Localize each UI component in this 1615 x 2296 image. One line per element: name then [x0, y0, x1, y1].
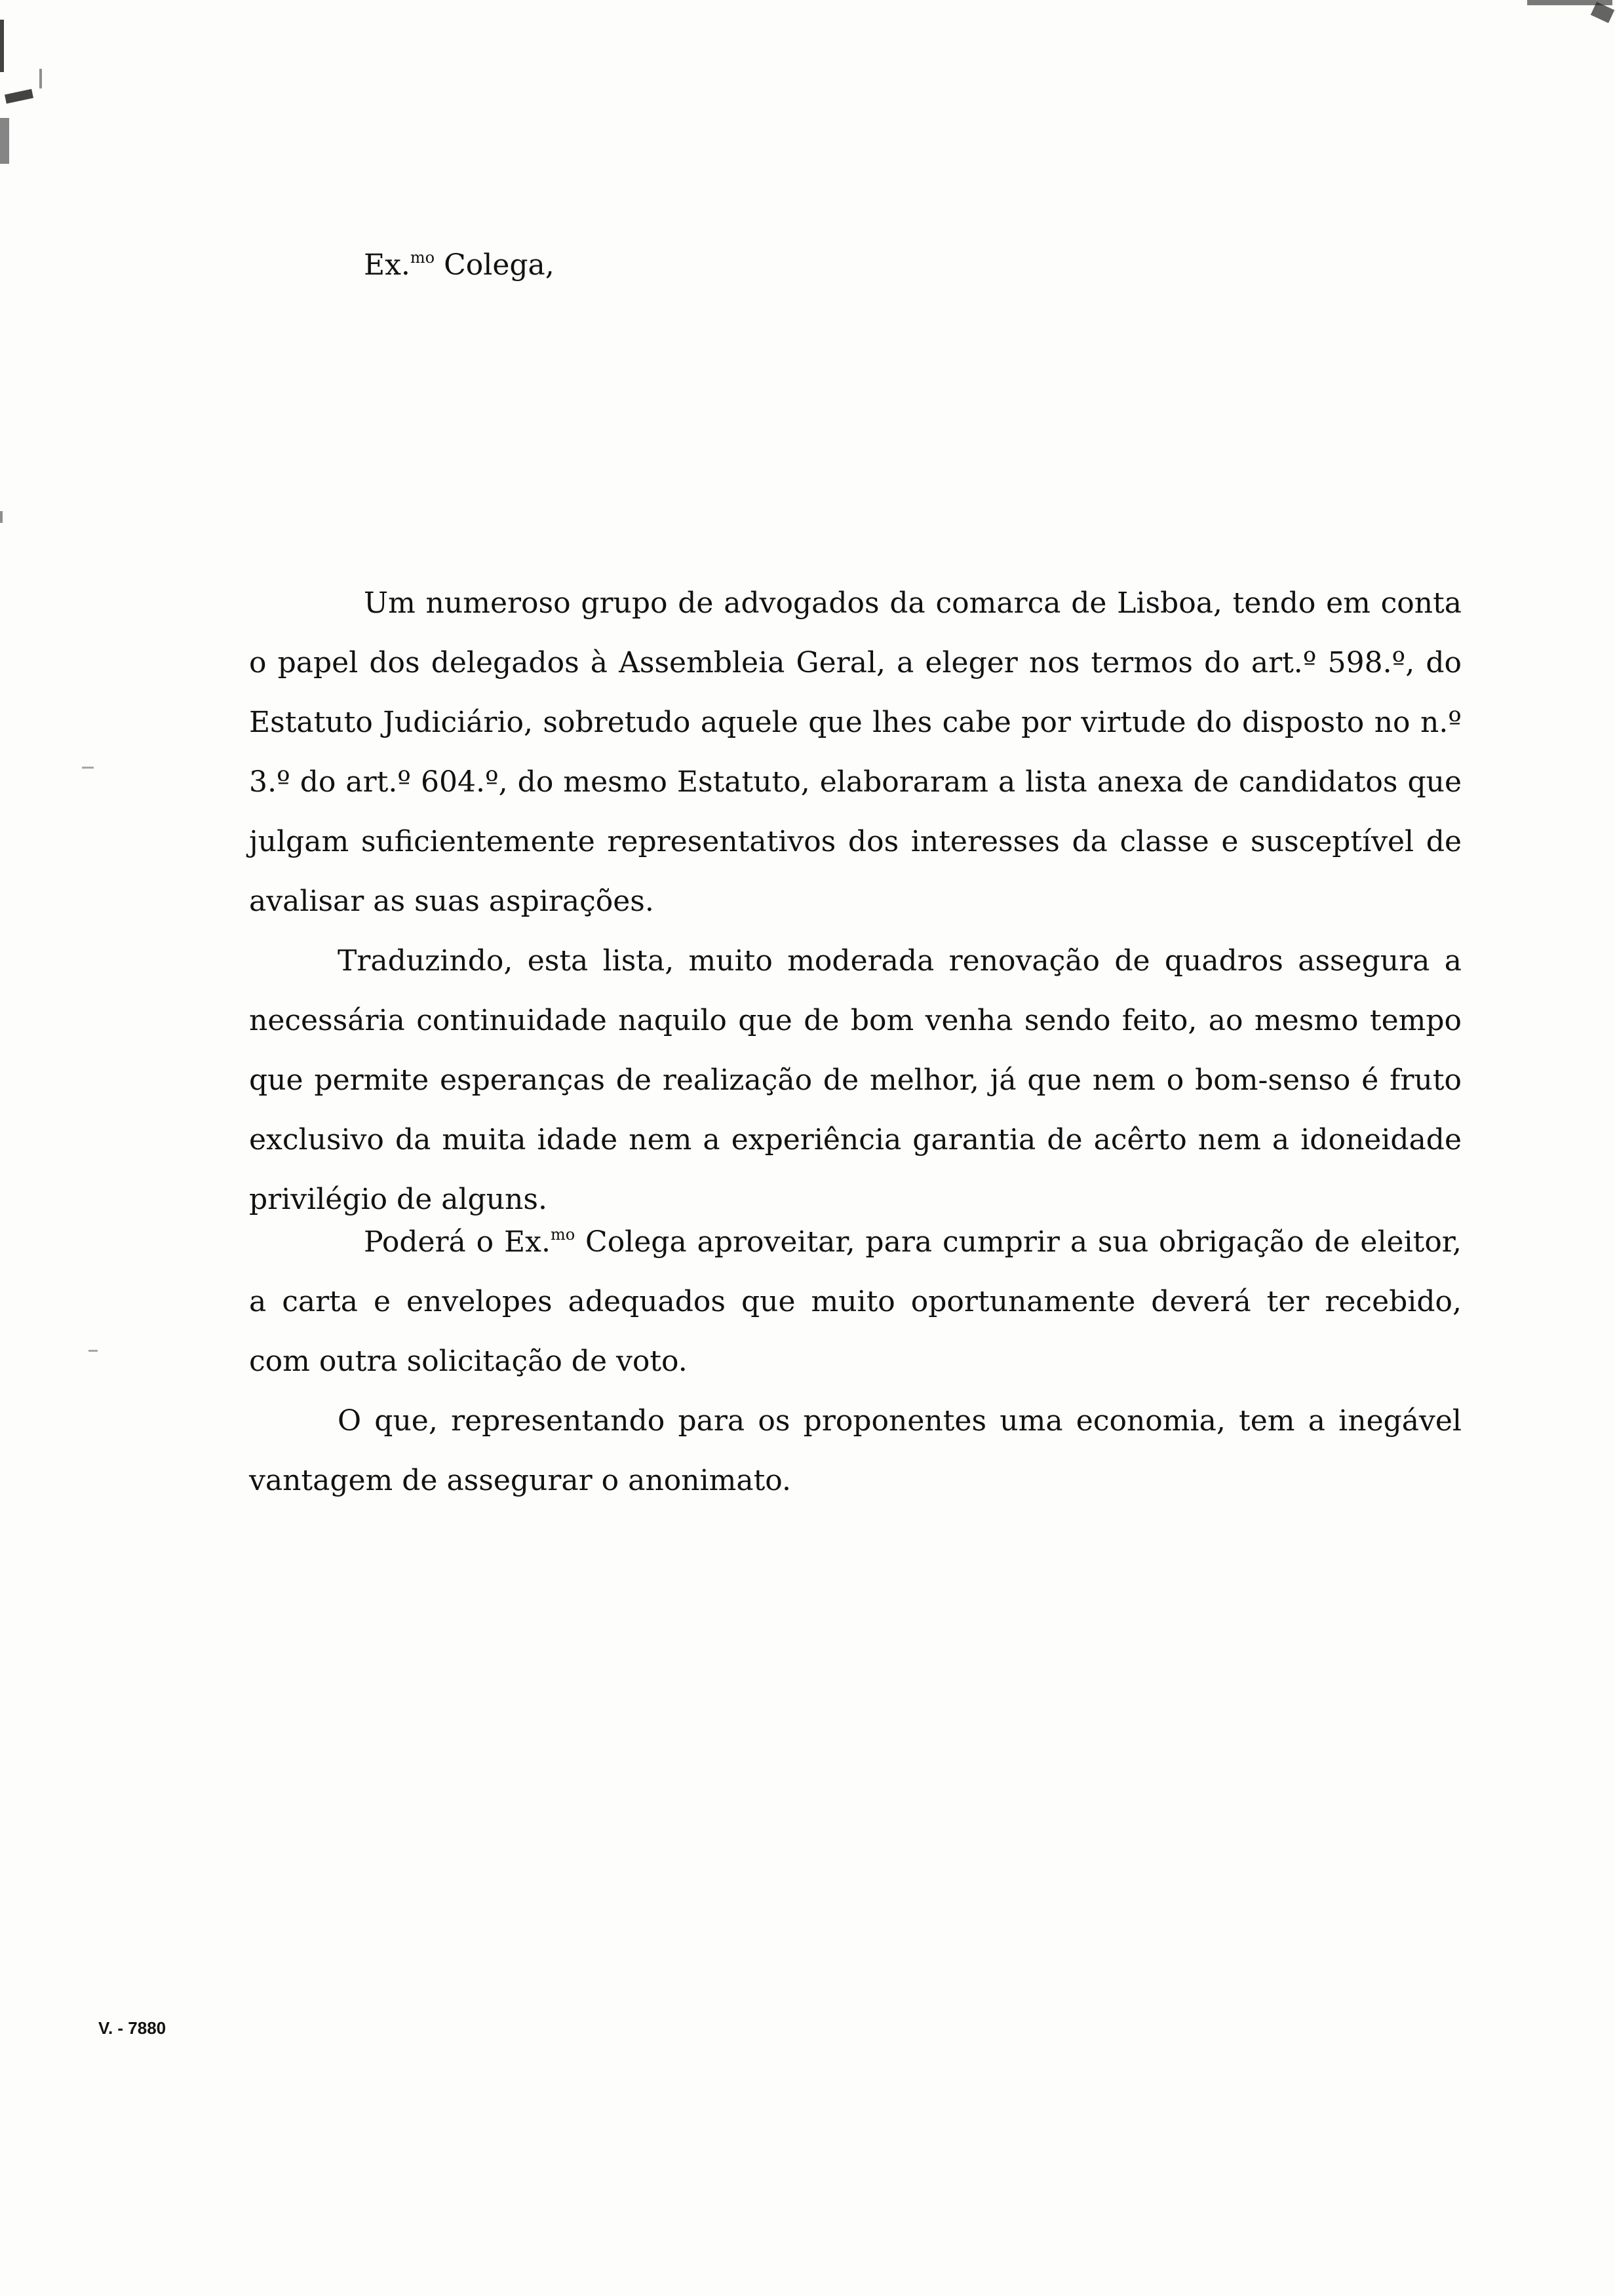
- salutation-superscript: mo: [410, 248, 435, 267]
- paragraph-3-start: Poderá o Ex.: [364, 1225, 551, 1259]
- scan-artifact: [5, 89, 33, 104]
- scan-artifact: [0, 118, 9, 164]
- scan-artifact: [88, 1350, 98, 1352]
- paragraph-3-superscript: mo: [550, 1225, 575, 1244]
- scan-artifact: [39, 69, 42, 88]
- body-section-1: [249, 573, 1462, 1229]
- scan-artifact: [0, 20, 4, 72]
- paragraph-2: Traduzindo, esta lista, muito moderada renovação de quadros assegura a necessária continuidade naquilo que de bom venha sendo feito, ao mesmo tempo que permite esperanças de realização de melhor, já que nem o bom-senso é fruto exclusivo da muita idade nem a experiência garantia de acêrto nem a idoneidade privilégio de alguns.: [249, 944, 1462, 1216]
- salutation: [364, 239, 555, 292]
- salutation-text: Ex.: [364, 248, 410, 282]
- paragraph-3: [249, 1212, 1462, 1391]
- scan-artifact: [0, 511, 3, 523]
- scan-artifact: [82, 767, 94, 769]
- paragraph-1: Um numeroso grupo de advogados da comarca de Lisboa, tendo em conta o papel dos delegados à Assembleia Geral, a eleger nos termos do art.º 598.º, do Estatuto Judiciário, sobretudo aquele que lhes cabe por virtude do disposto no n.º 3.º do art.º 604.º, do mesmo Estatuto, elaboraram a lista anexa de candidatos que julgam suficientemente representativos dos interesses da classe e susceptível de avalisar as suas aspirações.: [249, 586, 1462, 918]
- body-section-2: [249, 1212, 1462, 1510]
- salutation-rest: Colega,: [435, 248, 555, 282]
- paragraph-3-rest: Colega aproveitar, para cumprir a sua obrigação de eleitor, a carta e envelopes adequados que muito oportunamente deverá ter recebido, com outra solicitação de voto.: [249, 1225, 1462, 1378]
- reference-code: V. - 7880: [98, 2018, 166, 2038]
- paragraph-4: O que, representando para os proponentes uma economia, tem a inegável vantagem de assegurar o anonimato.: [249, 1404, 1462, 1497]
